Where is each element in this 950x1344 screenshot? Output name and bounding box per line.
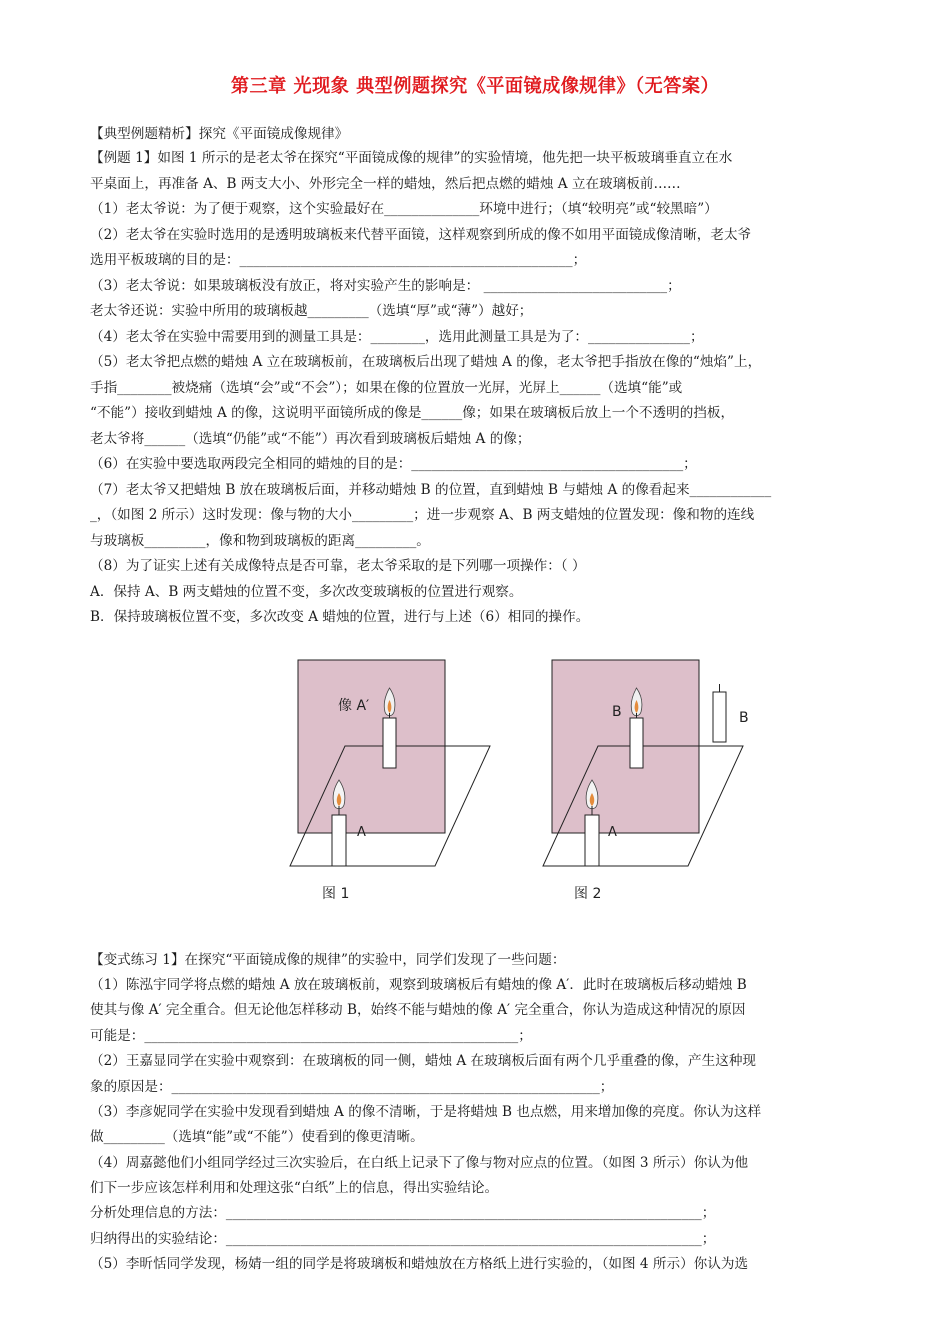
text-line: （1）老太爷说：为了便于观察，这个实验最好在______________环境中进行；（填“较明亮”或“较黑暗”） [90,201,718,217]
text-line: 做_________（选填“能”或“不能”）使看到的像更清晰。 [90,1129,424,1145]
text-line: 象的原因是：_______________________________________________________________； [90,1079,614,1095]
text-line: 使其与像 A′ 完全重合。但无论他怎样移动 B，始终不能与蜡烛的像 A′ 完全重合，你认为造成这种情况的原因 [90,1002,746,1018]
text-line: 与玻璃板_________，像和物到玻璃板的距离_________。 [90,533,430,549]
text-line: 平桌面上，再准备 A、B 两支大小、外形完全一样的蜡烛，然后把点燃的蜡烛 A 立在玻璃板前…… [90,176,681,192]
text-line: A．保持 A、B 两支蜡烛的位置不变，多次改变玻璃板的位置进行观察。 [90,584,523,600]
candle-a [332,815,346,866]
text-line: 们下一步应该怎样利用和处理这张“白纸”上的信息，得出实验结论。 [90,1180,499,1196]
text-line: 可能是：_______________________________________________________； [90,1028,532,1044]
text-line: （3）老太爷说：如果玻璃板没有放正，将对实验产生的影响是： ___________________________； [90,278,681,294]
figure-caption: 图 1 [322,886,350,902]
text-line: 老太爷还说：实验中所用的玻璃板越_________（选填“厚”或“薄”）越好； [90,303,533,319]
text-line: 分析处理信息的方法：______________________________________________________________________； [90,1205,716,1221]
text-line: （2）王嘉显同学在实验中观察到：在玻璃板的同一侧，蜡烛 A 在玻璃板后面有两个几乎重叠的像，产生这种现 [90,1053,757,1069]
figure-caption: 图 2 [574,886,602,902]
text-line: （1）陈泓宇同学将点燃的蜡烛 A 放在玻璃板前，观察到玻璃板后有蜡烛的像 A′．此时在玻璃板后移动蜡烛 B [90,977,747,993]
text-line: 归纳得出的实验结论：______________________________________________________________________； [90,1231,716,1247]
text-line: 【例题 1】如图 1 所示的是老太爷在探究“平面镜成像的规律”的实验情境，他先把一块平板玻璃垂直立在水 [90,150,733,166]
candle-b [630,718,643,768]
text-line: （7）老太爷又把蜡烛 B 放在玻璃板后面，并移动蜡烛 B 的位置，直到蜡烛 B 与蜡烛 A 的像看起来____________ [90,482,772,498]
outside-candle-label: B [739,710,749,726]
text-line: （2）老太爷在实验时选用的是透明玻璃板来代替平面镜，这样观察到所成的像不如用平面镜成像清晰，老太爷 [90,227,752,243]
section-header: 【典型例题精析】探究《平面镜成像规律》 [90,126,349,142]
figure-2-diagram [543,660,749,902]
candle-b-unlit [713,692,726,742]
figure-1-diagram [290,660,490,902]
text-line: B．保持玻璃板位置不变，多次改变 A 蜡烛的位置，进行与上述（6）相同的操作。 [90,609,590,625]
candle-label: A [608,825,617,840]
image-label: B [612,704,622,720]
page-title: 第三章 光现象 典型例题探究《平面镜成像规律》（无答案） [230,76,720,97]
text-line: 手指________被烧痛（选填“会”或“不会”）；如果在像的位置放一光屏，光屏上______（选填“能”或 [90,380,683,396]
text-line: （4）老太爷在实验中需要用到的测量工具是：________，选用此测量工具是为了：_______________； [90,329,704,345]
candle-a [585,815,599,866]
candle-label: A [357,825,366,840]
image-candle [383,718,396,768]
text-line: （4）周嘉懿他们小组同学经过三次实验后，在白纸上记录下了像与物对应点的位置。（如图 3 所示）你认为他 [90,1155,749,1171]
text-line: （8）为了证实上述有关成像特点是否可靠，老太爷采取的是下列哪一项操作：（ ） [90,558,586,574]
text-line: （5）李昕恬同学发现，杨婧一组的同学是将玻璃板和蜡烛放在方格纸上进行实验的，（如图 4 所示）你认为选 [90,1256,749,1272]
text-line: 【变式练习 1】在探究“平面镜成像的规律”的实验中，同学们发现了一些问题： [90,952,566,968]
text-line: “不能”）接收到蜡烛 A 的像，这说明平面镜所成的像是______像；如果在玻璃板后放上一个不透明的挡板， [90,405,735,421]
text-line: （5）老太爷把点燃的蜡烛 A 立在玻璃板前，在玻璃板后出现了蜡烛 A 的像，老太爷把手指放在像的“烛焰”上， [90,354,762,370]
text-line: 老太爷将______（选填“仍能”或“不能”）再次看到玻璃板后蜡烛 A 的像； [90,431,531,447]
text-line: _，（如图 2 所示）这时发现：像与物的大小_________；进一步观察 A、B 两支蜡烛的位置发现：像和物的连线 [90,507,755,523]
text-line: （3）李彦妮同学在实验中发现看到蜡烛 A 的像不清晰，于是将蜡烛 B 也点燃，用来增加像的亮度。你认为这样 [90,1104,762,1120]
text-line: 选用平板玻璃的目的是：_________________________________________________； [90,252,587,268]
image-label: 像 A′ [338,698,370,714]
text-line: （6）在实验中要选取两段完全相同的蜡烛的目的是：________________________________________； [90,456,697,472]
